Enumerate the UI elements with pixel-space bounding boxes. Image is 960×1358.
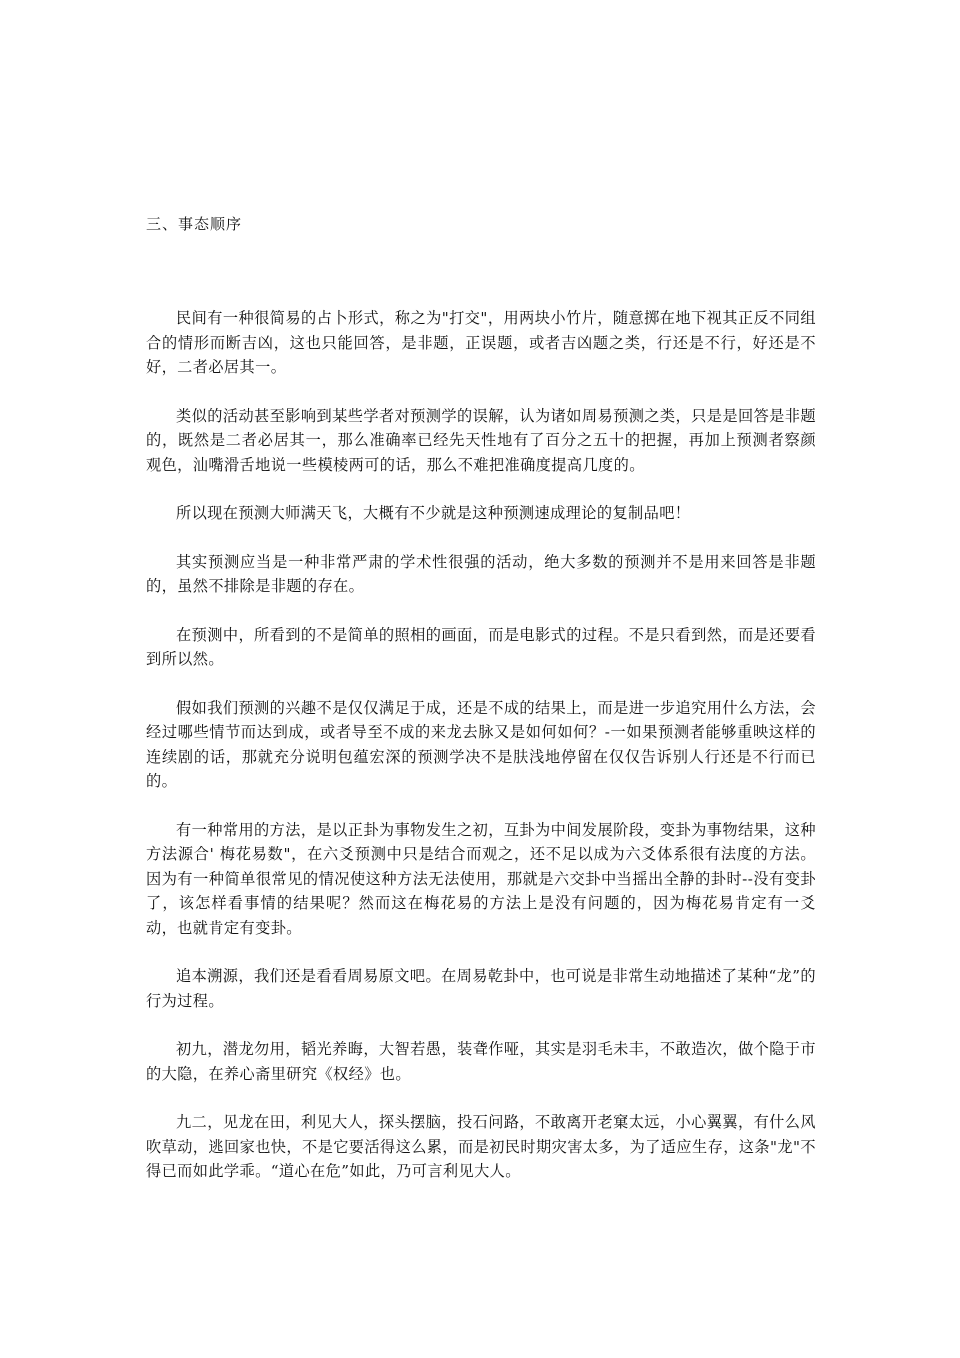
section-title: 三、事态顺序	[146, 215, 243, 233]
paragraph: 假如我们预测的兴趣不是仅仅满足于成，还是不成的结果上，而是进一步追究用什么方法，会经过哪些情节而达到成，或者导至不成的来龙去脉又是如何如何？-一如果预测者能够重映这样的连续剧的话，那就充分说明包蕴宏深的预测学决不是肤浅地停留在仅仅告诉别人行还是不行而已的。	[146, 698, 816, 790]
document-body	[146, 306, 816, 1208]
paragraph: 追本溯源，我们还是看看周易原文吧。在周易乾卦中，也可说是非常生动地描述了某种“龙”的行为过程。	[146, 967, 816, 1010]
paragraph: 所以现在预测大师满天飞，大概有不少就是这种预测速成理论的复制品吧！	[176, 504, 691, 522]
paragraph: 初九，潜龙勿用，韬光养晦，大智若愚，装聋作哑，其实是羽毛未丰，不敢造次，做个隐于市的大隐，在养心斋里研究《权经》也。	[146, 1040, 816, 1083]
paragraph: 类似的活动甚至影响到某些学者对预测学的误解，认为诸如周易预测之类，只是是回答是非题的，既然是二者必居其一，那么准确率已经先天性地有了百分之五十的把握，再加上预测者察颜观色，汕嘴滑舌地说一些模棱两可的话，那么不难把准确度提高几度的。	[146, 406, 816, 474]
paragraph: 民间有一种很简易的占卜形式，称之为"打交"，用两块小竹片，随意掷在地下视其正反不同组合的情形而断吉凶，这也只能回答，是非题，正误题，或者吉凶题之类，行还是不行，好还是不好，二者必居其一。	[146, 309, 816, 376]
paragraph: 有一种常用的方法，是以正卦为事物发生之初，互卦为中间发展阶段，变卦为事物结果，这种方法源合' 梅花易数"，在六爻预测中只是结合而观之，还不足以成为六爻体系很有法度的方法。因为有一种简单很常见的情况使这种方法无法使用，那就是六交卦中当摇出全静的卦时--没有变卦了，该怎样看事情的结果呢？然而这在梅花易的方法上是没有问题的，因为梅花易肯定有一爻动，也就肯定有变卦。	[146, 820, 816, 937]
paragraph: 在预测中，所看到的不是简单的照相的画面，而是电影式的过程。不是只看到然，而是还要看到所以然。	[146, 625, 816, 668]
paragraph: 九二，见龙在田，利见大人，探头摆脑，投石问路，不敢离开老窠太远，小心翼翼，有什么风吹草动，逃回家也快，不是它要活得这么累，而是初民时期灾害太多，为了适应生存，这条"龙"不得已而如此学乖。“道心在危”如此，乃可言利见大人。	[146, 1113, 816, 1180]
paragraph: 其实预测应当是一种非常严肃的学术性很强的活动，绝大多数的预测并不是用来回答是非题的，虽然不排除是非题的存在。	[146, 552, 816, 595]
